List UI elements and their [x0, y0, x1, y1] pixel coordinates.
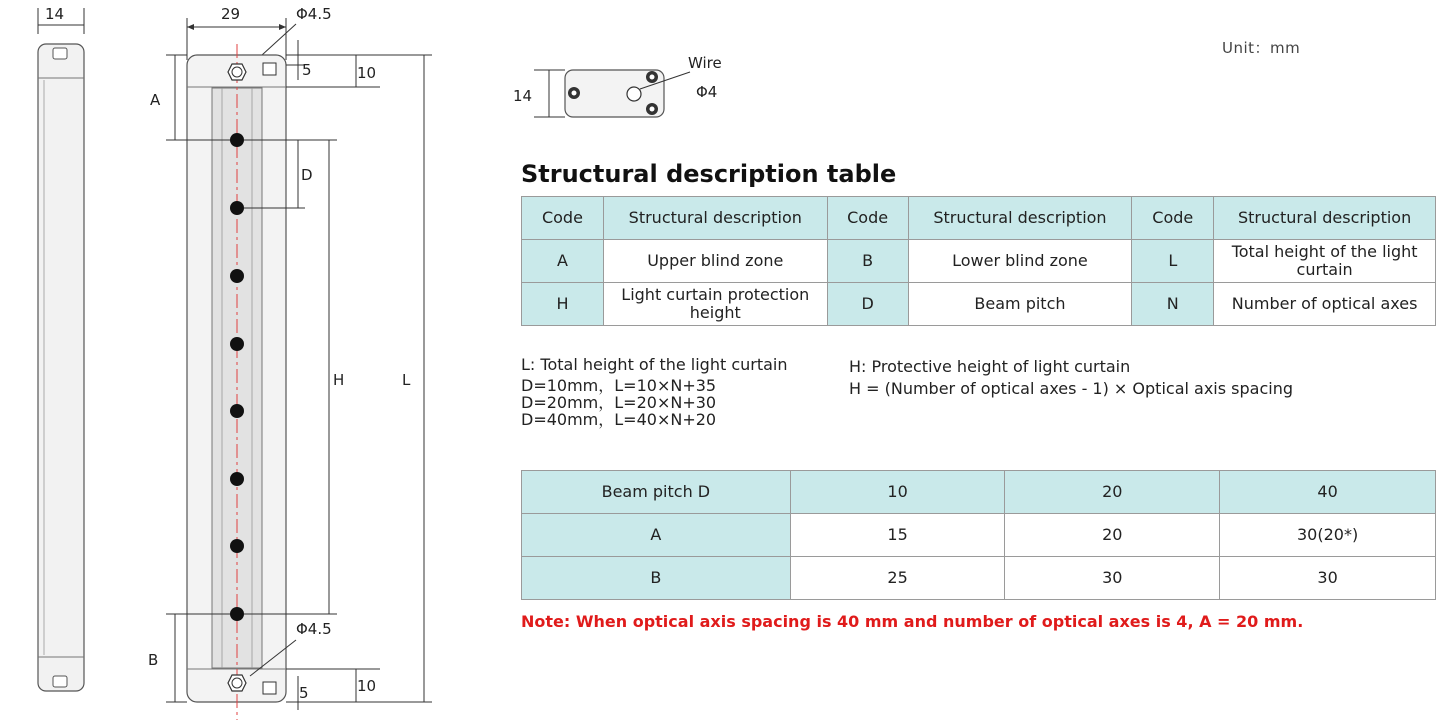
label-d: D — [301, 166, 313, 184]
front-view — [148, 5, 432, 720]
cross-section-view — [513, 54, 722, 117]
header-cell: 20 — [1005, 471, 1220, 514]
structural-description-table — [521, 196, 1436, 326]
height-note-title: H: Protective height of light curtain — [849, 357, 1131, 376]
table-header-row — [522, 471, 1436, 514]
hole-top-label: Φ4.5 — [296, 5, 332, 23]
code-cell: L — [1132, 240, 1214, 283]
bottom-edge-label: 10 — [357, 677, 377, 695]
value-cell: 20 — [1005, 514, 1220, 557]
side-width-label: 14 — [45, 5, 65, 23]
beam-pitch-table — [521, 470, 1436, 600]
description-cell: Light curtain protection height — [603, 283, 827, 326]
header-cell: Code — [1132, 197, 1214, 240]
table-row — [522, 240, 1436, 283]
table-header-row — [522, 197, 1436, 240]
wire-dia-label: Φ4 — [696, 83, 718, 101]
header-cell: Code — [827, 197, 908, 240]
code-cell: A — [522, 240, 604, 283]
top-edge-label: 10 — [357, 64, 377, 82]
code-cell: D — [827, 283, 908, 326]
footnote: Note: When optical axis spacing is 40 mm and number of optical axes is 4, A = 20 mm. — [521, 612, 1304, 631]
code-cell: B — [827, 240, 908, 283]
front-width-label: 29 — [221, 5, 241, 23]
length-formula: D=40mm，L=40×N+20 — [521, 410, 717, 429]
value-cell: 15 — [790, 514, 1005, 557]
table-row — [522, 514, 1436, 557]
header-cell: 40 — [1220, 471, 1436, 514]
hole-bottom-label: Φ4.5 — [296, 620, 332, 638]
height-formula: H = (Number of optical axes - 1) × Optical axis spacing — [849, 379, 1293, 398]
table-row — [522, 283, 1436, 326]
header-cell: Structural description — [1214, 197, 1436, 240]
row-label-cell: B — [522, 557, 791, 600]
label-a: A — [150, 91, 161, 109]
length-notes — [521, 356, 788, 428]
height-notes — [849, 356, 1293, 400]
unit-label: Unit：mm — [1222, 39, 1301, 57]
description-cell: Total height of the light curtain — [1214, 240, 1436, 283]
value-cell: 30 — [1005, 557, 1220, 600]
section-title: Structural description table — [521, 160, 897, 188]
description-cell: Upper blind zone — [603, 240, 827, 283]
row-label-cell: A — [522, 514, 791, 557]
code-cell: N — [1132, 283, 1214, 326]
wire-label: Wire — [688, 54, 722, 72]
top-offset-label: 5 — [302, 61, 312, 79]
label-h: H — [333, 371, 345, 389]
description-cell: Beam pitch — [908, 283, 1132, 326]
label-l: L — [402, 371, 411, 389]
header-cell: Beam pitch D — [522, 471, 791, 514]
header-cell: Structural description — [603, 197, 827, 240]
description-cell: Lower blind zone — [908, 240, 1132, 283]
bottom-offset-label: 5 — [299, 684, 309, 702]
value-cell: 30(20*) — [1220, 514, 1436, 557]
length-note-title: L: Total height of the light curtain — [521, 355, 788, 374]
value-cell: 30 — [1220, 557, 1436, 600]
length-formula: D=10mm，L=10×N+35 — [521, 376, 717, 395]
label-b: B — [148, 651, 159, 669]
length-formula: D=20mm，L=20×N+30 — [521, 393, 717, 412]
description-cell: Number of optical axes — [1214, 283, 1436, 326]
header-cell: Code — [522, 197, 604, 240]
header-cell: Structural description — [908, 197, 1132, 240]
cross-height-label: 14 — [513, 87, 533, 105]
table-row — [522, 557, 1436, 600]
code-cell: H — [522, 283, 604, 326]
value-cell: 25 — [790, 557, 1005, 600]
header-cell: 10 — [790, 471, 1005, 514]
side-view — [38, 5, 84, 691]
